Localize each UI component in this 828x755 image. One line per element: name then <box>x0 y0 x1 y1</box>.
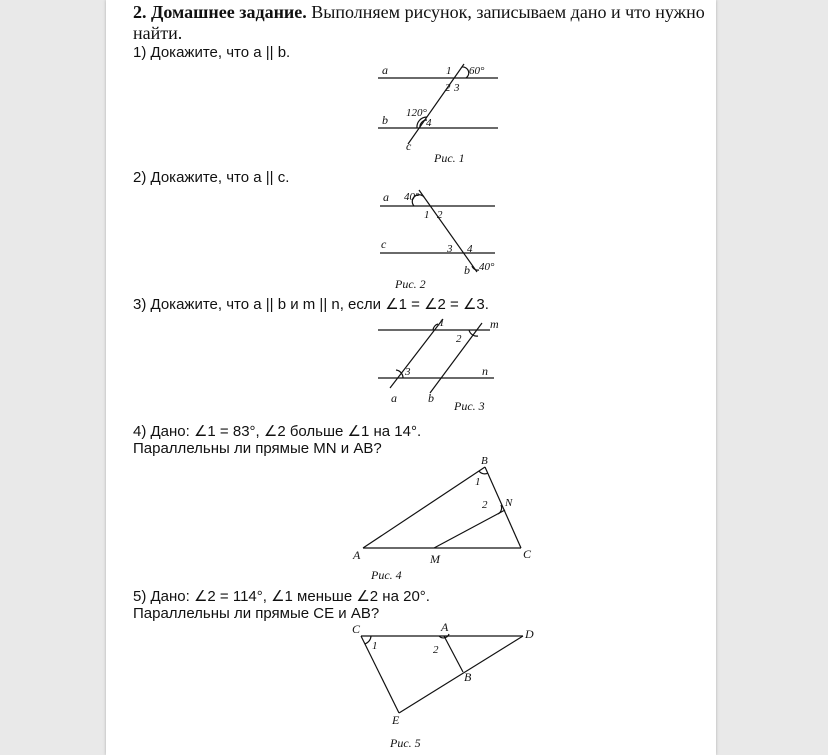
label-m: m <box>490 317 499 331</box>
label-N: N <box>505 497 513 509</box>
figure-1 <box>370 60 510 170</box>
label-a: a <box>382 63 388 77</box>
label-A: A <box>441 620 449 634</box>
label-angle-1: 1 <box>446 65 452 77</box>
transversal-c <box>408 64 464 144</box>
task-5-text-line2: Параллельны ли прямые CE и AB? <box>133 605 380 622</box>
label-B: B <box>464 670 472 684</box>
label-E: E <box>392 713 400 727</box>
label-angle-60: 60° <box>469 65 485 77</box>
label-angle-2: 2 <box>482 499 488 511</box>
caption-fig4: Рис. 4 <box>371 568 402 582</box>
transversal-b <box>419 190 477 272</box>
label-A: A <box>353 548 361 562</box>
task-5-text-line1: 5) Дано: ∠2 = 114°, ∠1 меньше ∠2 на 20°. <box>133 588 430 605</box>
label-angle-2: 2 <box>445 82 451 94</box>
label-c: c <box>406 139 412 153</box>
homework-heading <box>133 2 705 23</box>
segment-ED <box>399 636 523 713</box>
segment-MN <box>434 510 505 548</box>
homework-instructions: Выполняем рисунок, записываем дано и что нужно <box>306 2 705 22</box>
caption-fig3: Рис. 3 <box>454 399 485 413</box>
label-angle-4: 4 <box>467 243 473 255</box>
figure-5 <box>345 620 545 752</box>
label-angle-40-top: 40° <box>404 191 420 203</box>
segment-CE <box>361 636 399 713</box>
label-angle-1: 1 <box>475 476 481 488</box>
task-3-text: 3) Докажите, что a || b и m || n, если ∠1 = ∠2 = ∠3. <box>133 296 489 313</box>
label-C: C <box>352 622 361 636</box>
figure-3 <box>370 312 520 416</box>
segment-BC <box>485 467 521 548</box>
label-angle-3: 3 <box>447 243 453 255</box>
label-angle-4: 4 <box>426 117 432 129</box>
task-2-text: 2) Докажите, что a || c. <box>133 169 290 186</box>
label-angle-2: 2 <box>437 209 443 221</box>
homework-title: 2. Домашнее задание. <box>133 2 307 22</box>
label-c: c <box>381 237 387 251</box>
segment-AB <box>444 636 463 672</box>
label-angle-40-bottom: 40° <box>479 261 495 273</box>
label-D: D <box>525 627 534 641</box>
task-4-text-line1: 4) Дано: ∠1 = 83°, ∠2 больше ∠1 на 14°. <box>133 423 422 440</box>
label-angle-2: 2 <box>433 644 439 656</box>
figure-4 <box>345 452 545 584</box>
caption-fig1: Рис. 1 <box>434 151 465 165</box>
caption-fig2: Рис. 2 <box>395 277 426 291</box>
label-b: b <box>428 391 434 405</box>
label-b: b <box>464 263 470 277</box>
label-angle-1: 1 <box>372 640 378 652</box>
angle-3-arc <box>396 370 403 378</box>
label-angle-120: 120° <box>406 107 427 119</box>
label-M: M <box>430 552 440 566</box>
label-angle-3: 3 <box>454 82 460 94</box>
homework-instructions-continued: найти. <box>133 23 183 43</box>
label-angle-3: 3 <box>405 366 411 378</box>
task-1-text: 1) Докажите, что a || b. <box>133 44 291 61</box>
angle-1-arc <box>365 636 371 644</box>
caption-fig5: Рис. 5 <box>390 736 421 750</box>
label-n: n <box>482 364 488 378</box>
label-a: a <box>391 391 397 405</box>
label-C: C <box>523 547 532 561</box>
label-angle-1: 1 <box>424 209 430 221</box>
label-a: a <box>383 190 389 204</box>
label-B: B <box>481 455 488 467</box>
figure-2 <box>375 186 515 292</box>
label-angle-2: 2 <box>456 333 462 345</box>
segment-AB <box>363 467 485 548</box>
label-angle-1: 1 <box>439 317 445 329</box>
label-b: b <box>382 113 388 127</box>
task-4-text-line2: Параллельны ли прямые MN и AB? <box>133 440 382 457</box>
angle-60-arc <box>462 67 469 78</box>
